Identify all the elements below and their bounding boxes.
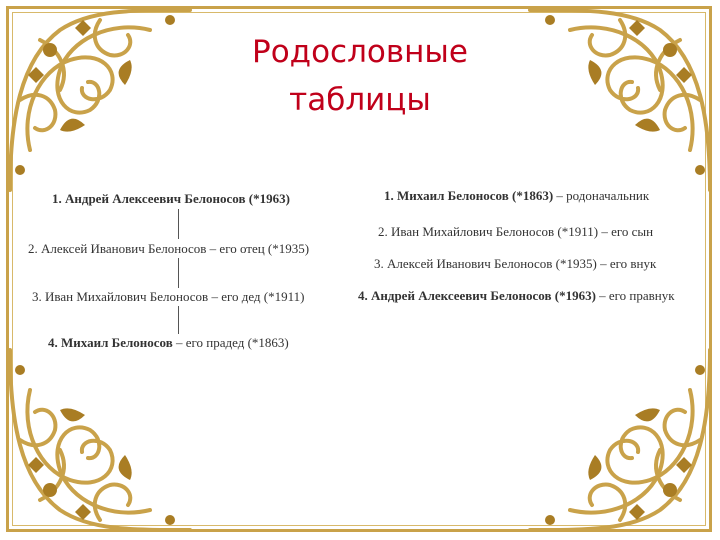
- connector-line: [178, 209, 179, 239]
- left-row-3: 3. Иван Михайлович Белоносов – его дед (*1911): [32, 289, 305, 304]
- title-line-2: таблицы: [289, 82, 431, 118]
- right-row-4: 4. Андрей Алексеевич Белоносов (*1963) – его правнук: [358, 288, 675, 303]
- corner-ornament-icon: [0, 340, 200, 540]
- right-row-1: 1. Михаил Белоносов (*1863) – родоначальник: [384, 188, 650, 203]
- descending-lineage-table: [348, 180, 703, 310]
- left-row-2: 2. Алексей Иванович Белоносов – его отец (*1935): [28, 241, 310, 256]
- right-row-3: 3. Алексей Иванович Белоносов (*1935) – его внук: [374, 256, 657, 271]
- right-row-2: 2. Иван Михайлович Белоносов (*1911) – его сын: [378, 224, 654, 239]
- ascending-pedigree-table: [20, 185, 340, 355]
- slide-title: [210, 28, 510, 124]
- left-row-1: 1. Андрей Алексеевич Белоносов (*1963): [52, 191, 290, 206]
- title-line-1: Родословные: [252, 34, 468, 70]
- left-row-4: 4. Михаил Белоносов – его прадед (*1863): [48, 335, 289, 350]
- corner-ornament-icon: [520, 0, 720, 200]
- connector-line: [178, 258, 179, 288]
- connector-line: [178, 306, 179, 334]
- corner-ornament-icon: [0, 0, 200, 200]
- corner-ornament-icon: [520, 340, 720, 540]
